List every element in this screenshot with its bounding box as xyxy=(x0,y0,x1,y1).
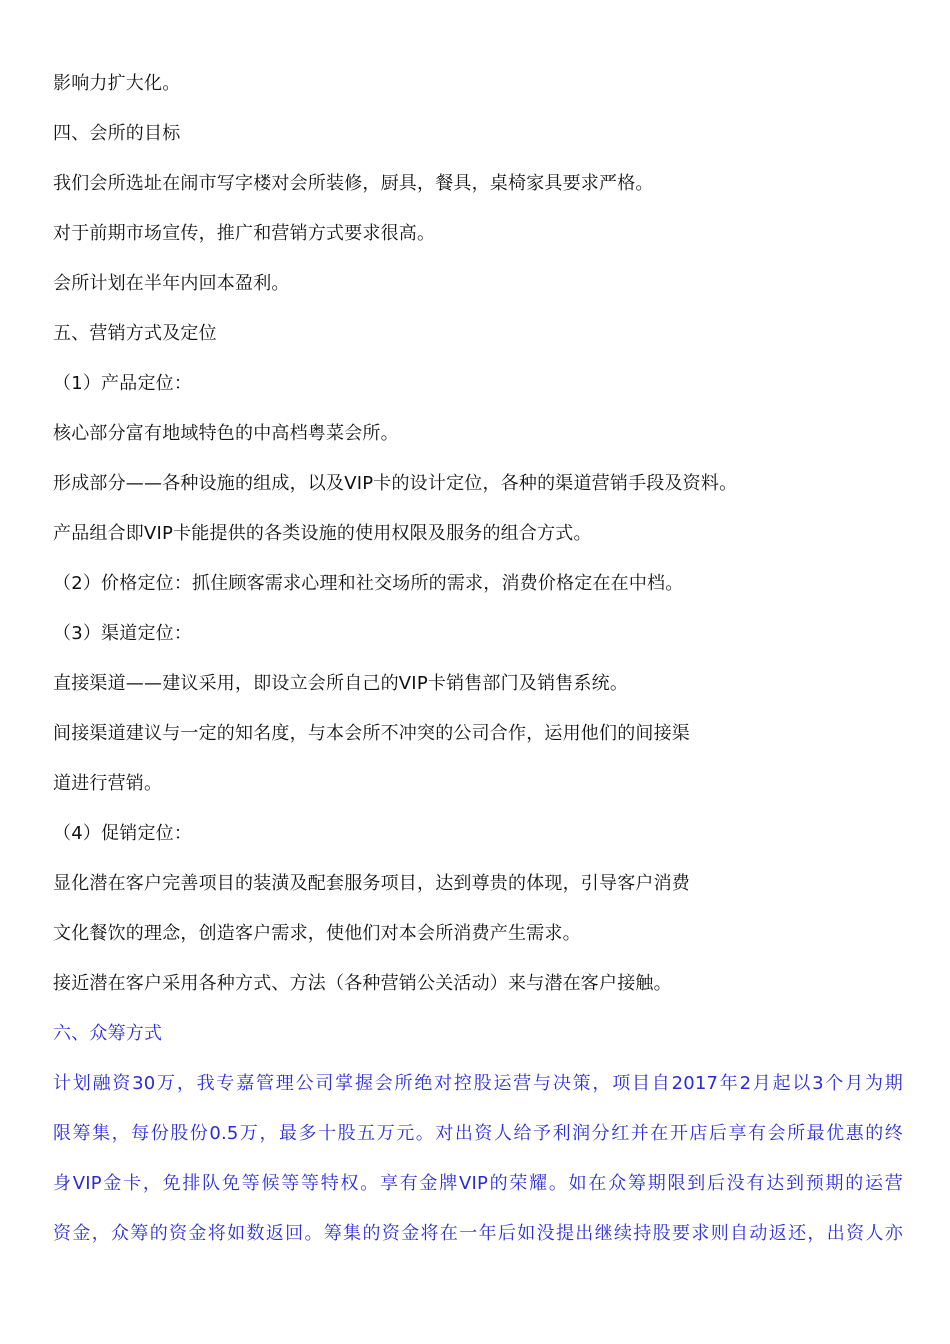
text-line: 产品组合即VIP卡能提供的各类设施的使用权限及服务的组合方式。 xyxy=(53,523,592,544)
text-line: 文化餐饮的理念，创造客户需求，使他们对本会所消费产生需求。 xyxy=(53,923,581,944)
crowdfunding-text-line: 身VIP金卡，免排队免等候等等特权。享有金牌VIP的荣耀。如在众筹期限到后没有达到预期的运营 xyxy=(53,1173,903,1194)
section-heading-goals: 四、会所的目标 xyxy=(53,123,181,144)
text-line: 直接渠道——建议采用，即设立会所自己的VIP卡销售部门及销售系统。 xyxy=(53,673,629,694)
crowdfunding-text-line: 资金，众筹的资金将如数返回。筹集的资金将在一年后如没提出继续持股要求则自动返还，出资人亦 xyxy=(53,1223,903,1244)
text-line: 显化潜在客户完善项目的装潢及配套服务项目，达到尊贵的体现，引导客户消费 xyxy=(53,873,690,894)
text-line: 对于前期市场宣传，推广和营销方式要求很高。 xyxy=(53,223,436,244)
section-heading-marketing: 五、营销方式及定位 xyxy=(53,323,217,344)
text-line: 间接渠道建议与一定的知名度，与本会所不冲突的公司合作，运用他们的间接渠 xyxy=(53,723,690,744)
text-line: 道进行营销。 xyxy=(53,773,163,794)
text-line: 影响力扩大化。 xyxy=(53,73,181,94)
crowdfunding-text-line: 限筹集，每份股份0.5万，最多十股五万元。对出资人给予利润分红并在开店后享有会所最优惠的终 xyxy=(53,1123,903,1144)
text-line: 形成部分——各种设施的组成，以及VIP卡的设计定位，各种的渠道营销手段及资料。 xyxy=(53,473,738,494)
text-line: 核心部分富有地域特色的中高档粤菜会所。 xyxy=(53,423,399,444)
subheading-promotion-positioning: （4）促销定位： xyxy=(53,823,193,844)
text-line: 会所计划在半年内回本盈利。 xyxy=(53,273,290,294)
subheading-price-positioning: （2）价格定位：抓住顾客需求心理和社交场所的需求，消费价格定在在中档。 xyxy=(53,573,684,594)
section-heading-crowdfunding: 六、众筹方式 xyxy=(53,1023,163,1044)
subheading-product-positioning: （1）产品定位： xyxy=(53,373,193,394)
text-line: 我们会所选址在闹市写字楼对会所装修，厨具，餐具，桌椅家具要求严格。 xyxy=(53,173,654,194)
subheading-channel-positioning: （3）渠道定位： xyxy=(53,623,193,644)
crowdfunding-text-line: 计划融资30万，我专嘉管理公司掌握会所绝对控股运营与决策，项目自2017年2月起以3个月为期 xyxy=(53,1073,903,1094)
text-line: 接近潜在客户采用各种方式、方法（各种营销公关活动）来与潜在客户接触。 xyxy=(53,973,672,994)
